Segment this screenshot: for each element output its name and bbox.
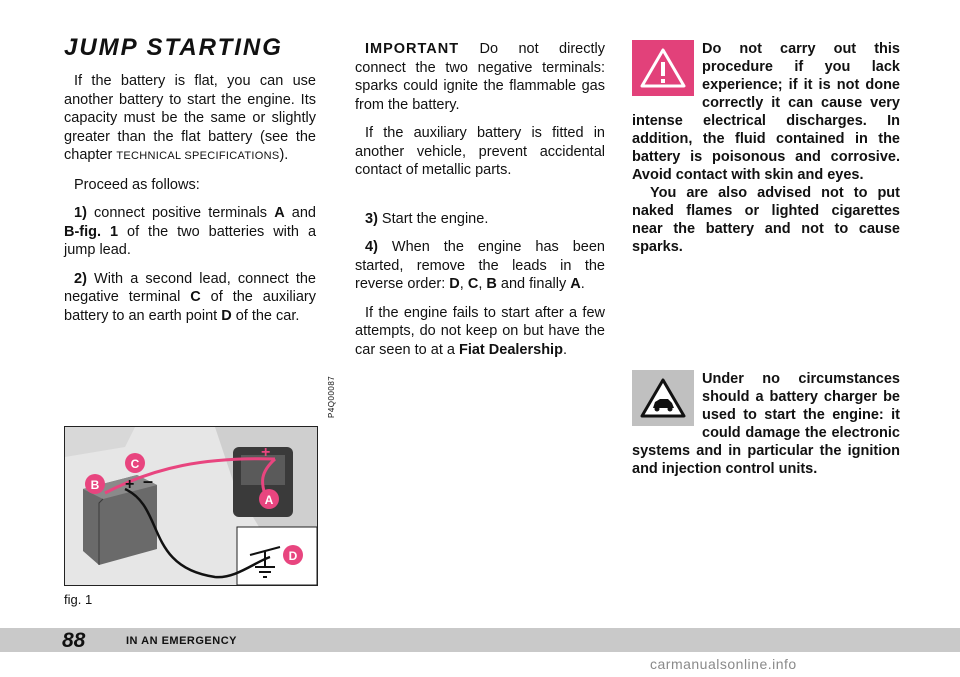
label-b: B	[90, 478, 100, 492]
figure-caption: fig. 1	[64, 592, 93, 607]
page-number: 88	[62, 629, 86, 652]
label-d: D	[288, 549, 298, 563]
step-3: 3) Start the engine.	[365, 210, 489, 227]
figure-code: P4Q00087	[327, 375, 336, 418]
step-2: 2) With a second lead, connect the negative terminal C of the auxiliary battery to an earth point D of the car.	[64, 270, 316, 324]
column-1	[64, 72, 316, 335]
important-note: IMPORTANT Do not directly connect the two negative terminals: sparks could ignite the flammable gas from the battery.	[355, 41, 605, 113]
page-title: JUMP STARTING	[64, 34, 283, 61]
intro-paragraph: If the battery is flat, you can use another battery to start the engine. Its capacity must be the same or slightly greater than the flat battery (see the chapter TECHNICAL SPECIFICATIONS).	[64, 73, 316, 163]
svg-text:+: +	[261, 444, 271, 461]
car-warning-icon	[632, 370, 694, 426]
jump-start-figure	[64, 426, 318, 586]
proceed-text: Proceed as follows:	[74, 176, 200, 193]
label-c: C	[130, 457, 140, 471]
fail-note: If the engine fails to start after a few attempts, do not keep on but have the car seen to at a Fiat Dealership.	[355, 304, 605, 358]
step-4: 4) When the engine has been started, remove the leads in the reverse order: D, C, B and finally A.	[355, 239, 605, 292]
column-2	[355, 40, 605, 369]
warning-2-text: Under no circumstances should a battery charger be used to start the engine: it could damage the electronic systems and in particular the ignition and injection control units.	[632, 371, 900, 477]
svg-text:–: –	[143, 471, 154, 491]
auxiliary-note: If the auxiliary battery is fitted in another vehicle, prevent accidental contact of metallic parts.	[355, 125, 605, 178]
warning-1-text: Do not carry out this procedure if you lack experience; if it is not done correctly it can cause very intense electrical discharges. In addition, the fluid contained in the battery is poisonous and corrosive. Avoid contact with skin and eyes.	[632, 41, 900, 183]
warning-box-danger	[632, 40, 900, 256]
label-a: A	[264, 493, 274, 507]
warning-box-charger	[632, 370, 900, 478]
watermark: carmanualsonline.info	[650, 656, 797, 672]
step-1: 1) connect positive terminals A and B-fig. 1 of the two batteries with a jump lead.	[64, 205, 317, 258]
warning-1-note: You are also advised not to put naked flames or lighted cigarettes near the battery and not to cause sparks.	[632, 185, 900, 255]
chapter-reference: TECHNICAL SPECIFICATIONS	[116, 150, 280, 162]
warning-triangle-icon	[632, 40, 694, 96]
jump-start-illustration	[65, 427, 317, 585]
svg-text:+: +	[125, 476, 135, 493]
section-title: IN AN EMERGENCY	[126, 635, 237, 647]
